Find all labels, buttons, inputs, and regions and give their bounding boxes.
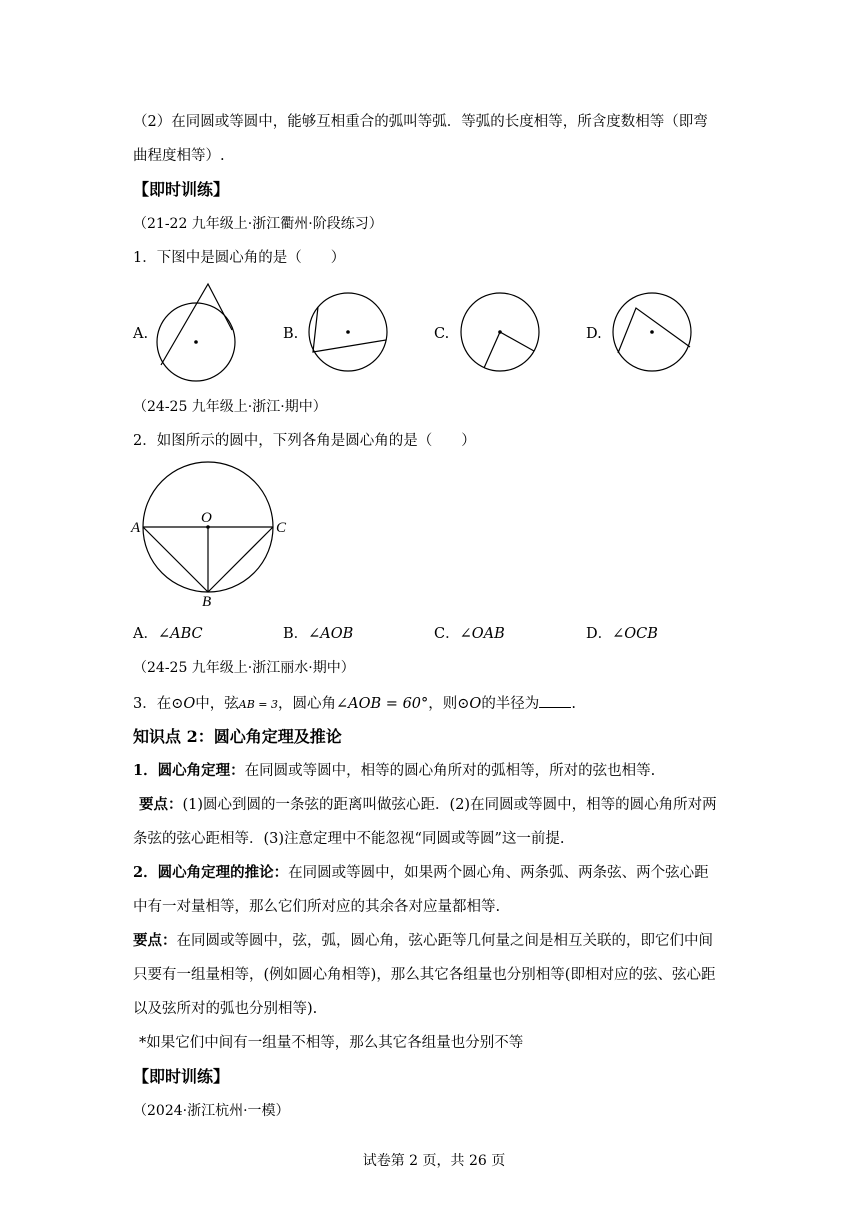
practice-heading-1: 【即时训练】 [133, 180, 230, 199]
q2-option-b [283, 624, 353, 644]
q3-ab-eq: AB = 3 [238, 698, 279, 711]
knowledge2-theorem [133, 761, 655, 781]
q2-option-d-letter: D． [586, 626, 613, 642]
q3-circle-o-2: ⊙O [457, 696, 482, 712]
point2-label: 要点： [133, 932, 177, 949]
q3-stem [133, 692, 576, 715]
point-label: 要点： [139, 796, 183, 813]
knowledge2-point2-line-2: 只要有一组量相等，(例如圆心角相等)，那么其它各组量也分别相等(即相对应的弦、弦心距 [133, 967, 716, 983]
q2-option-a [133, 624, 203, 644]
corollary-line1: 在同圆或等圆中，如果两个圆心角、两条弧、两条弦、两个弦心距 [288, 865, 709, 881]
q3-part3: ，圆心角 [278, 696, 337, 712]
q2-option-c-letter: C． [434, 626, 460, 642]
q2-option-c-angle: ∠OAB [459, 626, 505, 642]
knowledge2-point2-line-1 [133, 931, 713, 951]
page-footer: 试卷第 2 页，共 26 页 [362, 1153, 506, 1169]
knowledge2-corollary-line-2: 中有一对量相等，那么它们所对应的其余各对应量都相等. [133, 899, 501, 915]
knowledge2-note: *如果它们中间有一组量不相等，那么其它各组量也分别不等 [139, 1035, 524, 1051]
corollary-label: 2．圆心角定理的推论： [133, 864, 289, 881]
q3-part1: 3．在 [133, 696, 172, 712]
q1-figure-d [604, 285, 699, 385]
theorem-text: 在同圆或等圆中，相等的圆心角所对的弧相等，所对的弦也相等. [244, 763, 656, 779]
q3-part6: . [571, 696, 576, 712]
q1-figure-a [150, 280, 245, 390]
label-b: B [202, 594, 212, 610]
q1-source: （21-22 九年级上·浙江衢州·阶段练习） [133, 216, 383, 232]
q2-option-a-angle: ∠ABC [157, 626, 203, 642]
last-source: （2024·浙江杭州·一模） [133, 1103, 290, 1119]
q3-angle-eq: ∠AOB = 60° [336, 696, 429, 712]
q2-option-c [434, 624, 505, 644]
label-c: C [276, 520, 287, 536]
q1-option-a-label: A. [133, 326, 149, 342]
q2-option-b-letter: B． [283, 626, 309, 642]
q1-option-b-label: B. [283, 326, 299, 342]
q1-option-d-label: D. [586, 326, 602, 342]
practice-heading-2: 【即时训练】 [133, 1067, 230, 1086]
knowledge2-point-line-2: 条弦的弦心距相等．(3)注意定理中不能忽视“同圆或等圆”这一前提. [133, 831, 565, 847]
knowledge2-point-line-1 [139, 795, 717, 815]
q2-figure [130, 462, 290, 610]
q2-option-b-angle: ∠AOB [308, 626, 354, 642]
knowledge2-point2-line-3: 以及弦所对的弧也分别相等). [133, 1001, 318, 1017]
intro-line-2: 曲程度相等）. [133, 148, 225, 164]
q2-stem: 2．如图所示的圆中，下列各角是圆心角的是（ ） [133, 433, 476, 449]
q2-source: （24-25 九年级上·浙江·期中） [133, 399, 327, 415]
knowledge2-heading: 知识点 2：圆心角定理及推论 [133, 727, 342, 746]
label-o: O [201, 510, 212, 526]
q1-option-c-label: C. [434, 326, 450, 342]
point-line1: (1)圆心到圆的一条弦的距离叫做弦心距．(2)在同圆或等圆中，相等的圆心角所对两 [182, 797, 717, 813]
label-a: A [131, 520, 141, 536]
q3-part4: ，则 [428, 696, 458, 712]
q1-stem: 1．下图中是圆心角的是（ ） [133, 250, 346, 266]
q3-source: （24-25 九年级上·浙江丽水·期中） [133, 660, 355, 676]
q3-circle-o-1: ⊙O [171, 696, 196, 712]
theorem-label: 1．圆心角定理： [133, 762, 245, 779]
intro-line-1: （2）在同圆或等圆中，能够互相重合的弧叫等弧．等弧的长度相等，所含度数相等（即弯 [133, 114, 708, 130]
q1-figure-b [300, 285, 395, 385]
q3-part2: 中，弦 [195, 696, 239, 712]
knowledge2-corollary-line-1 [133, 863, 709, 883]
q2-option-a-letter: A． [133, 626, 158, 642]
point2-line1: 在同圆或等圆中，弦，弧，圆心角，弦心距等几何量之间是相互关联的，即它们中间 [176, 933, 713, 949]
q2-option-d-angle: ∠OCB [612, 626, 658, 642]
q2-option-d [586, 624, 658, 644]
q3-part5: 的半径为 [481, 696, 540, 712]
q3-answer-blank [539, 692, 571, 708]
q1-figure-c [452, 285, 547, 385]
